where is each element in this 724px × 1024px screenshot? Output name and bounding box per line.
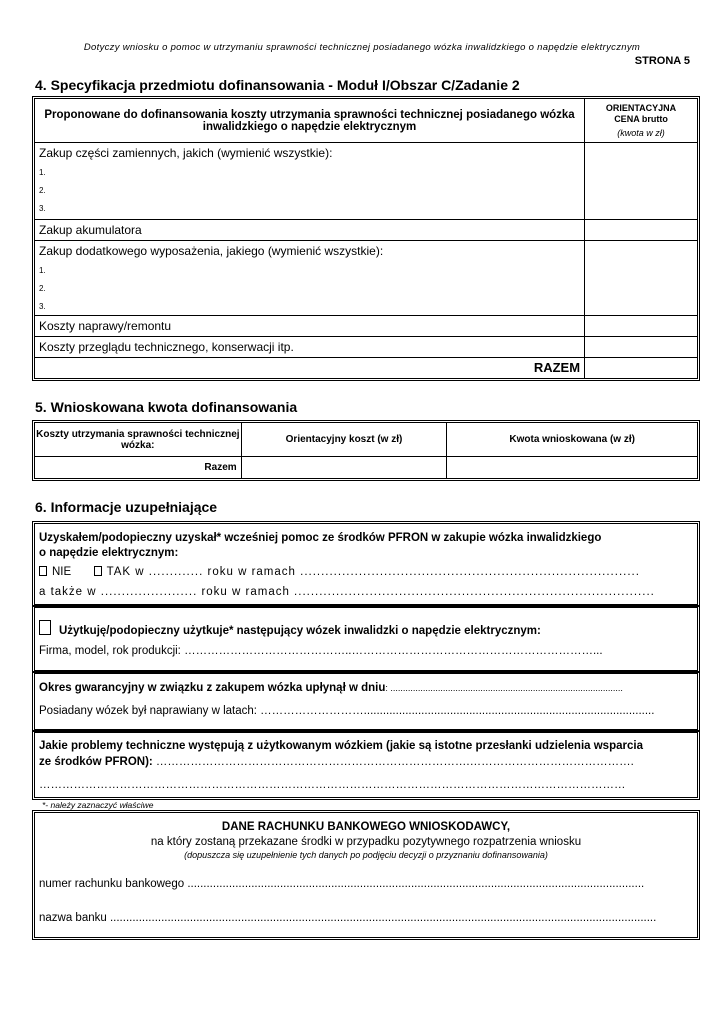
previous-aid-box: [34, 523, 698, 605]
item-number: 3.: [39, 204, 46, 213]
nie-checkbox[interactable]: [39, 566, 47, 576]
equipment-price-cell[interactable]: [585, 241, 698, 316]
requested-amount-cell[interactable]: [447, 457, 698, 479]
footnote: *- należy zaznaczyć właściwe: [42, 800, 154, 810]
bank-account-number-field[interactable]: numer rachunku bankowego ...............................................................................................................................................: [39, 878, 645, 890]
bank-section-title: DANE RACHUNKU BANKOWEGO WNIOSKODAWCY,: [221, 821, 511, 833]
warranty-line[interactable]: [39, 682, 623, 694]
section-6-title: 6. Informacje uzupełniające: [35, 499, 218, 515]
technical-problems-line-2[interactable]: ………………………………………………………………………………………………………………………………………: [39, 779, 626, 791]
price-column-header: [585, 99, 698, 143]
price-header-line-1: ORIENTACYJNA: [605, 103, 677, 113]
battery-price-cell[interactable]: [585, 220, 698, 241]
item-number: 3.: [39, 302, 46, 311]
previous-aid-options: [39, 566, 640, 578]
estimated-cost-cell[interactable]: [241, 457, 447, 479]
technical-problems-dots: ……………………………………………………………………….…………………………………….: [152, 756, 634, 768]
section-5-title: 5. Wnioskowana kwota dofinansowania: [35, 399, 298, 415]
requested-amount-table: [34, 422, 698, 479]
section-4-title: 4. Specyfikacja przedmiotu dofinansowania - Moduł I/Obszar C/Zadanie 2: [35, 77, 520, 93]
also-in-line[interactable]: a także w ....................... roku w ramach ......................................................................................: [39, 586, 655, 598]
equipment-cell[interactable]: [35, 241, 585, 316]
table-row: [35, 241, 698, 316]
nie-label: NIE: [52, 566, 72, 578]
specification-table: [34, 98, 698, 379]
table-row: [35, 337, 698, 358]
current-wheelchair-box: [34, 607, 698, 671]
technical-problems-box: [34, 732, 698, 798]
battery-label: Zakup akumulatora: [35, 220, 585, 241]
cost-column-header: Koszty utrzymania sprawności technicznej wózka:: [35, 423, 242, 457]
item-number: 1.: [39, 266, 46, 275]
item-number: 1.: [39, 168, 46, 177]
requested-amount-header: Kwota wnioskowana (w zł): [447, 423, 698, 457]
bank-section-note: (dopuszcza się uzupełnienie tych danych po podjęciu decyzji o przyznaniu dofinansowania): [184, 850, 548, 860]
current-wheelchair-label: Użytkuję/podopieczny użytkuje* następujący wózek inwalidzki o napędzie elektrycznym:: [59, 625, 541, 637]
bank-name-field[interactable]: nazwa banku ...........................................................................................................................................................................: [39, 912, 657, 924]
estimated-cost-header: Orientacyjny koszt (w zł): [241, 423, 447, 457]
previous-aid-question-cont: o napędzie elektrycznym:: [39, 547, 179, 559]
repair-costs-label: Koszty naprawy/remontu: [35, 316, 585, 337]
table-row: [35, 143, 698, 220]
price-header-line-2: CENA brutto: [614, 114, 668, 124]
price-header-unit: (kwota w zł): [617, 128, 665, 138]
table-row: [35, 358, 698, 379]
bank-section-subtitle: na który zostaną przekazane środki w przypadku pozytywnego rozpatrzenia wniosku: [150, 836, 582, 848]
repair-price-cell[interactable]: [585, 316, 698, 337]
previous-aid-question: Uzyskałem/podopieczny uzyskał* wcześniej pomoc ze środków PFRON w zakupie wózka inwalidzkiego: [39, 532, 602, 544]
technical-problems-line[interactable]: [39, 756, 634, 768]
table-row: [35, 316, 698, 337]
item-number: 2.: [39, 186, 46, 195]
warranty-label: Okres gwarancyjny w związku z zakupem wózka upłynął w dniu: [39, 682, 386, 694]
warranty-box: [34, 673, 698, 730]
inspection-costs-label: Koszty przeglądu technicznego, konserwacji itp.: [35, 337, 585, 358]
total-label: RAZEM: [35, 358, 585, 379]
bank-account-box: [34, 812, 698, 938]
spare-parts-label: Zakup części zamiennych, jakich (wymienić wszystkie):: [39, 146, 333, 160]
current-wheelchair-question: [39, 620, 541, 637]
inspection-price-cell[interactable]: [585, 337, 698, 358]
razem-label: Razem: [35, 457, 242, 479]
item-number: 2.: [39, 284, 46, 293]
document-header-note: Dotyczy wniosku o pomoc w utrzymaniu sprawności technicznej posiadanego wózka inwalidzkiego o napędzie elektrycznym: [83, 42, 641, 53]
spare-parts-price-cell[interactable]: [585, 143, 698, 220]
uzytkuje-checkbox[interactable]: [39, 620, 51, 635]
equipment-label: Zakup dodatkowego wyposażenia, jakiego (wymienić wszystkie):: [39, 244, 384, 258]
description-column-header: Proponowane do dofinansowania koszty utrzymania sprawności technicznej posiadanego wózka inwalidzkiego o napędzie elektrycznym: [35, 99, 585, 143]
spare-parts-cell[interactable]: [35, 143, 585, 220]
warranty-dots: : .............................................................................................: [385, 683, 623, 693]
tak-line[interactable]: TAK w ............. roku w ramach .................................................................................: [106, 566, 640, 578]
technical-problems-question: Jakie problemy techniczne występują z użytkowanym wózkiem (jakie są istotne przesłanki udzielenia wsparcia: [39, 740, 643, 752]
technical-problems-label: ze środków PFRON):: [39, 756, 153, 768]
tak-checkbox[interactable]: [94, 566, 102, 576]
repair-years-line[interactable]: Posiadany wózek był naprawiany w latach: ………………………...........................................................................................: [39, 705, 655, 717]
table-row: [35, 220, 698, 241]
total-price-cell[interactable]: [585, 358, 698, 379]
page-number: STRONA 5: [634, 55, 690, 67]
wheelchair-model-line[interactable]: Firma, model, rok produkcji: ……………………………………..………………………………………………………...: [39, 645, 603, 657]
